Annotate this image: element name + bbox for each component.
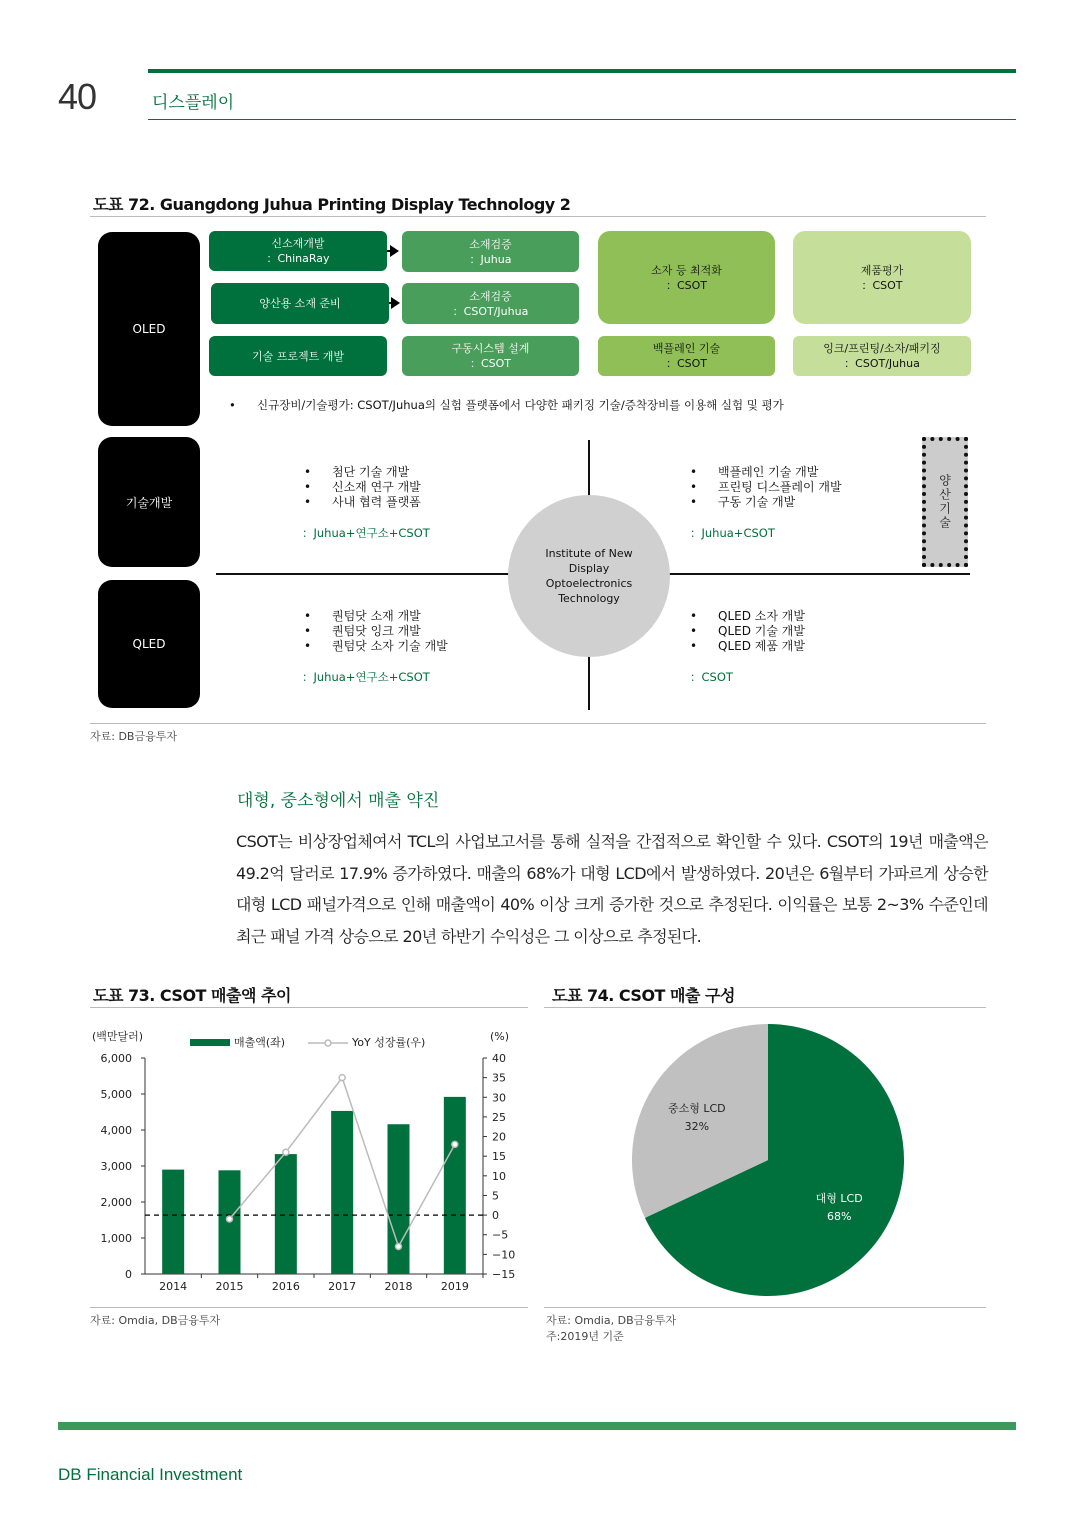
y-right-tick-label: 5 xyxy=(492,1189,499,1203)
box-drive-system xyxy=(402,336,579,376)
fig73-source: 자료: Omdia, DB금융투자 xyxy=(90,1314,221,1327)
box-tech-project xyxy=(209,336,387,376)
body-paragraph: CSOT는 비상장업체여서 TCL의 사업보고서를 통해 실적을 간접적으로 확인할 수 있다. CSOT의 19년 매출액은 49.2억 달러로 17.9% 증가하였다. 매출의 68%가 대형 LCD에서 발생하였다. 20년은 6월부터 가파르게 상승한 대형 LCD 패널가격으로 인해 매출액이 40% 이상 크게 증가한 것으로 추정된다. 이익률은 보통 2~3% 수준인데 최근 패널 가격 상승으로 20년 하반기 수익성은 그 이상으로 추정된다. xyxy=(236,832,988,946)
q4-item-1: • QLED 소자 개발 xyxy=(690,609,805,624)
q1-item-1: • 첨단 기술 개발 xyxy=(304,465,421,480)
legend-bar-label: 매출액(좌) xyxy=(234,1036,286,1049)
revenue-chart xyxy=(88,1018,528,1306)
box-material-verify-1-line2: ：Juhua xyxy=(469,252,512,266)
footer-bar xyxy=(58,1422,1016,1430)
quadrant-1-list xyxy=(304,465,421,510)
oled-note-text: • 신규장비/기술평가: CSOT/Juhua의 실험 플랫폼에서 다양한 패키징 기술/증착장비를 이용해 실험 및 평가 xyxy=(229,398,784,413)
y-left-tick-label: 0 xyxy=(125,1268,132,1281)
q2-tag: ：Juhua+CSOT xyxy=(690,526,775,540)
fig74-note: 주:2019년 기준 xyxy=(546,1330,624,1343)
y-right-unit: (%) xyxy=(490,1030,510,1043)
fig74-source: 자료: Omdia, DB금융투자 xyxy=(546,1314,677,1327)
fig74-top-rule xyxy=(544,1007,986,1008)
q4-item-3: • QLED 제품 개발 xyxy=(690,639,805,654)
box-mass-material xyxy=(211,283,389,324)
box-material-verify-1 xyxy=(402,231,579,272)
legend-line-marker xyxy=(325,1040,331,1046)
legend-bar-swatch xyxy=(190,1039,230,1046)
mass-production-box xyxy=(922,437,968,567)
revenue-bar xyxy=(388,1124,410,1274)
side-label-oled: OLED xyxy=(98,232,200,426)
quadrant-3-list xyxy=(304,609,448,654)
x-tick-label: 2018 xyxy=(384,1280,413,1293)
fig73-title: 도표 73. CSOT 매출액 추이 xyxy=(93,986,291,1005)
box-device-optimize xyxy=(598,231,775,324)
box-backplane xyxy=(598,336,775,376)
y-right-tick-label: −10 xyxy=(492,1248,516,1262)
fig72-title: 도표 72. Guangdong Juhua Printing Display Technology 2 xyxy=(93,195,571,214)
revenue-mix-pie xyxy=(544,1012,986,1304)
box-material-verify-2 xyxy=(402,283,579,324)
box-new-material xyxy=(209,231,387,271)
box-product-eval xyxy=(793,231,971,324)
fig73-top-rule xyxy=(90,1007,528,1008)
x-tick-label: 2014 xyxy=(159,1280,188,1293)
y-left-tick-label: 1,000 xyxy=(100,1232,132,1245)
q3-item-3: • 퀀텀닷 소자 기술 개발 xyxy=(304,639,448,654)
fig72-top-rule xyxy=(90,216,986,217)
box-drive-system-line1: 구동시스템 설계 xyxy=(451,342,530,355)
box-ink-printing-line2: ：CSOT/Juhua xyxy=(844,357,920,370)
quadrant-2-list xyxy=(690,465,842,510)
box-material-verify-2-line2: ：CSOT/Juhua xyxy=(452,304,529,318)
revenue-bar xyxy=(162,1170,184,1274)
pie-label: 대형 LCD xyxy=(815,1192,863,1206)
legend-line-label: YoY 성장률(우) xyxy=(352,1036,426,1049)
q4-tag: ：CSOT xyxy=(690,670,733,684)
box-backplane-line2: ：CSOT xyxy=(665,357,708,370)
mass-production-label: 양산기술 xyxy=(937,474,952,530)
arrow-2 xyxy=(389,302,398,304)
pie-value-label: 68% xyxy=(826,1210,852,1224)
y-left-unit: (백만달러) xyxy=(92,1030,144,1043)
side-label-qled: QLED xyxy=(98,580,200,708)
q2-item-3: • 구동 기술 개발 xyxy=(690,495,842,510)
q4-item-2: • QLED 기술 개발 xyxy=(690,624,805,639)
x-tick-label: 2019 xyxy=(440,1280,469,1293)
y-right-tick-label: 10 xyxy=(492,1169,506,1183)
q3-item-2: • 퀀텀닷 잉크 개발 xyxy=(304,624,448,639)
box-new-material-line2: ：ChinaRay xyxy=(266,252,330,265)
yoy-growth-point xyxy=(227,1216,233,1222)
y-right-tick-label: 15 xyxy=(492,1150,506,1164)
fig74-title: 도표 74. CSOT 매출 구성 xyxy=(552,986,735,1005)
box-mass-material-line1: 양산용 소재 준비 xyxy=(259,297,341,310)
section-title: 디스플레이 xyxy=(152,93,235,113)
page-number: 40 xyxy=(58,76,97,117)
q1-item-2: • 신소재 연구 개발 xyxy=(304,480,421,495)
x-tick-label: 2015 xyxy=(215,1280,244,1293)
box-product-eval-line2: ：CSOT xyxy=(861,278,903,292)
y-left-tick-label: 3,000 xyxy=(100,1160,132,1173)
box-backplane-line1: 백플레인 기술 xyxy=(652,342,721,355)
y-right-tick-label: 40 xyxy=(492,1052,506,1065)
box-material-verify-1-line1: 소재검증 xyxy=(469,237,512,251)
y-right-tick-label: 25 xyxy=(492,1110,506,1124)
box-ink-printing-line1: 잉크/프린팅/소자/패키징 xyxy=(823,342,941,355)
y-left-tick-label: 4,000 xyxy=(100,1124,132,1137)
x-tick-label: 2017 xyxy=(328,1280,357,1293)
y-right-tick-label: 35 xyxy=(492,1071,506,1085)
q1-tag: ：Juhua+연구소+CSOT xyxy=(302,526,430,540)
revenue-bar xyxy=(444,1097,466,1274)
header-bottom-rule xyxy=(148,119,1016,120)
box-product-eval-line1: 제품평가 xyxy=(860,263,904,277)
box-new-material-line1: 신소재개발 xyxy=(271,237,325,250)
box-tech-project-line1: 기술 프로젝트 개발 xyxy=(251,349,344,363)
fig72-source: 자료: DB금융투자 xyxy=(90,730,177,743)
y-right-tick-label: 20 xyxy=(492,1130,506,1144)
y-left-tick-label: 6,000 xyxy=(100,1052,132,1065)
pie-value-label: 32% xyxy=(684,1119,710,1133)
oled-note xyxy=(229,398,784,413)
q1-item-3: • 사내 협력 플랫폼 xyxy=(304,495,421,510)
fig72-bottom-rule xyxy=(90,723,986,724)
box-material-verify-2-line1: 소재검증 xyxy=(469,289,512,303)
yoy-growth-point xyxy=(396,1244,402,1250)
arrow-1 xyxy=(387,250,397,252)
fig74-bottom-rule xyxy=(544,1307,986,1308)
body-subhead: 대형, 중소형에서 매출 약진 xyxy=(237,791,440,811)
q2-item-2: • 프린팅 디스플레이 개발 xyxy=(690,480,842,495)
institute-circle xyxy=(508,495,670,657)
y-right-tick-label: 30 xyxy=(492,1091,506,1105)
quadrant-4-list xyxy=(690,609,805,654)
fig73-bottom-rule xyxy=(90,1307,528,1308)
q2-item-1: • 백플레인 기술 개발 xyxy=(690,465,842,480)
yoy-growth-point xyxy=(339,1075,345,1081)
footer-brand: DB Financial Investment xyxy=(58,1465,243,1484)
y-left-tick-label: 5,000 xyxy=(100,1088,132,1101)
revenue-bar xyxy=(331,1111,353,1274)
y-right-tick-label: −15 xyxy=(492,1268,516,1281)
side-label-tech-dev: 기술개발 xyxy=(98,437,200,567)
box-ink-printing xyxy=(793,336,971,376)
institute-label: Institute of New Display Optoelectronics Technology xyxy=(545,547,633,605)
pie-label: 중소형 LCD xyxy=(667,1101,726,1115)
y-right-tick-label: 0 xyxy=(492,1209,499,1223)
yoy-growth-point xyxy=(452,1141,458,1147)
q3-tag: ：Juhua+연구소+CSOT xyxy=(302,670,430,684)
box-drive-system-line2: ：CSOT xyxy=(469,357,512,370)
y-right-tick-label: −5 xyxy=(492,1228,509,1242)
y-left-tick-label: 2,000 xyxy=(100,1196,132,1209)
q3-item-1: • 퀀텀닷 소재 개발 xyxy=(304,609,448,624)
header-top-rule xyxy=(148,69,1016,73)
yoy-growth-point xyxy=(283,1149,289,1155)
box-device-optimize-line2: ：CSOT xyxy=(665,278,708,292)
x-tick-label: 2016 xyxy=(271,1280,300,1293)
box-device-optimize-line1: 소자 등 최적화 xyxy=(651,263,722,277)
revenue-bar xyxy=(275,1154,297,1274)
